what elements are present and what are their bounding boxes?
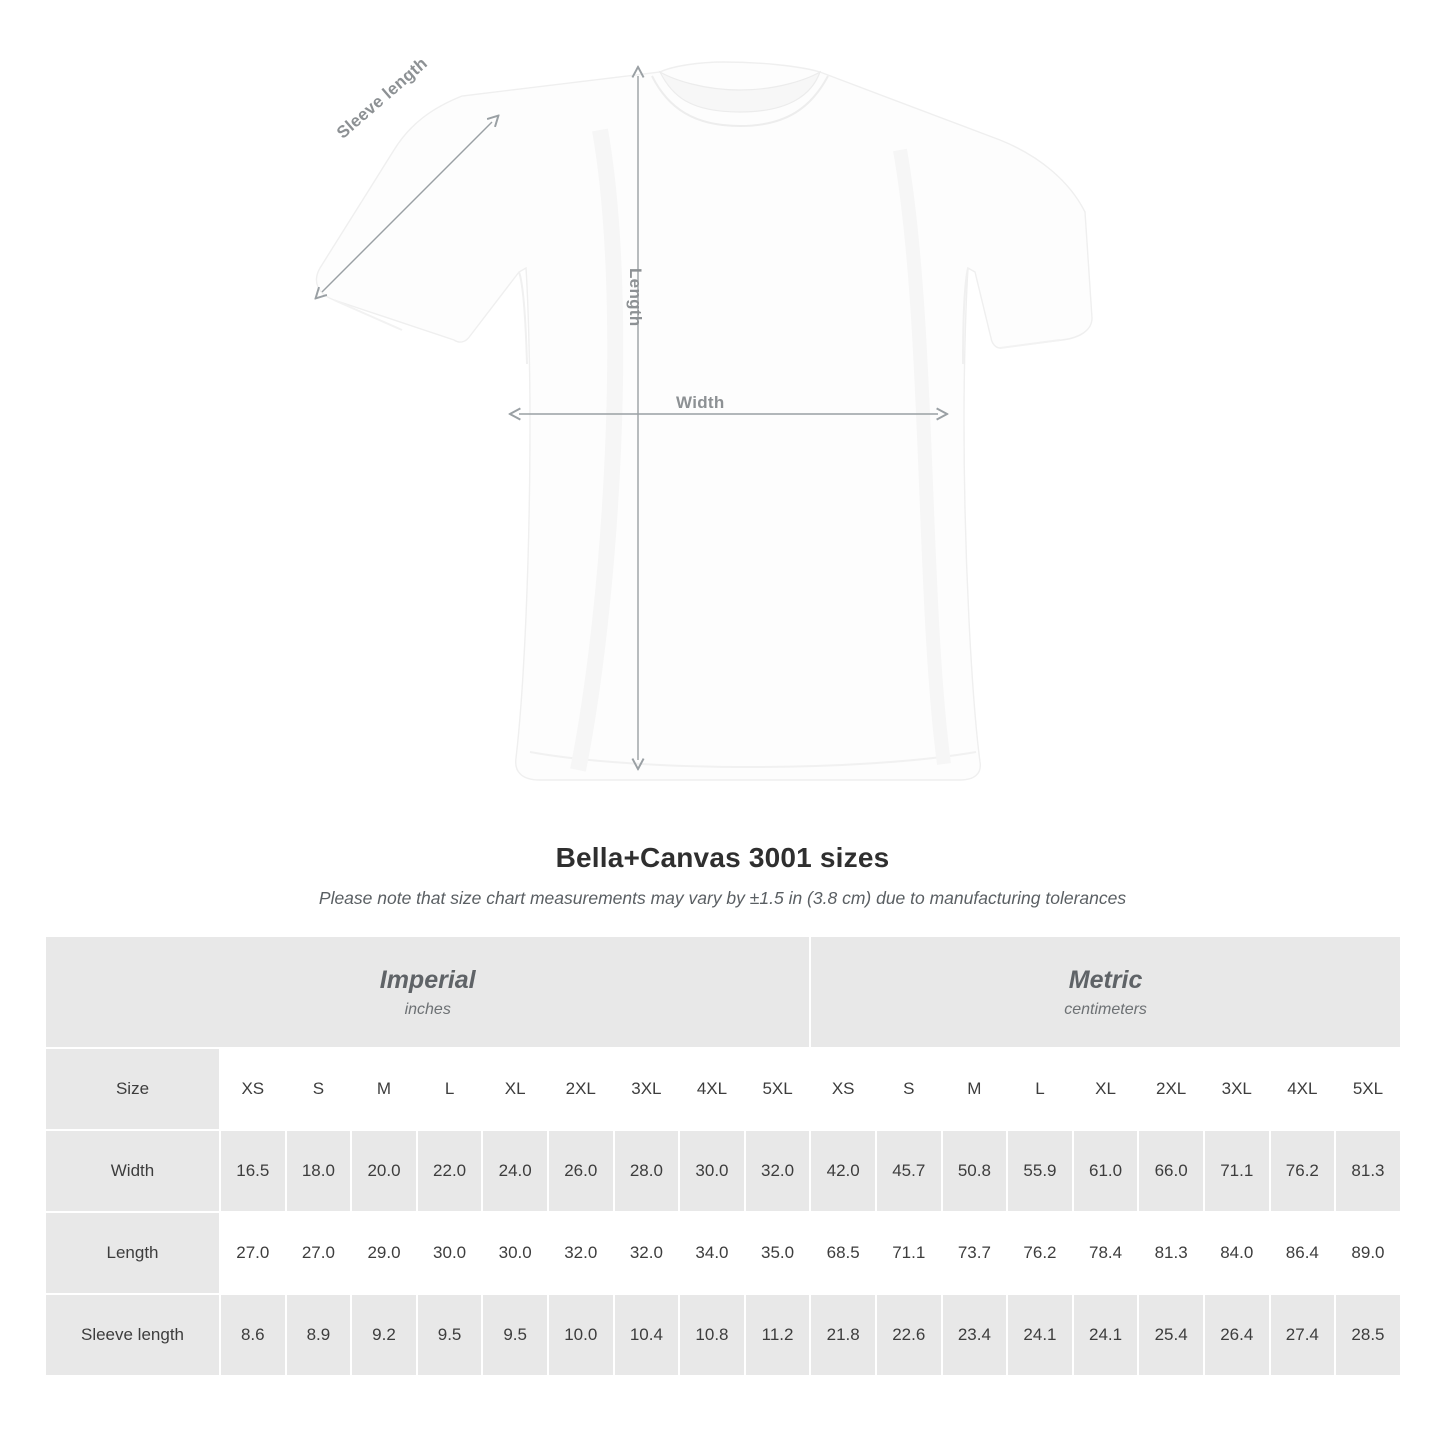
- cell-width-14: 66.0: [1138, 1130, 1204, 1212]
- cell-width-15: 71.1: [1204, 1130, 1270, 1212]
- length-dimension-label: Length: [626, 268, 645, 327]
- unit-group-metric-name: Metric: [1068, 966, 1143, 995]
- size-header-cell: 3XL: [614, 1048, 680, 1130]
- cell-length-7: 34.0: [679, 1212, 745, 1294]
- size-header-cell: L: [1007, 1048, 1073, 1130]
- cell-sleeve-8: 11.2: [745, 1294, 811, 1376]
- cell-sleeve-14: 25.4: [1138, 1294, 1204, 1376]
- tolerance-note: Please note that size chart measurements may vary by ±1.5 in (3.8 cm) due to manufacturing tolerances: [318, 888, 1127, 908]
- cell-length-1: 27.0: [286, 1212, 352, 1294]
- cell-sleeve-11: 23.4: [942, 1294, 1008, 1376]
- cell-length-0: 27.0: [220, 1212, 286, 1294]
- sleeve-length-dimension-label: Sleeve length: [333, 53, 432, 143]
- cell-length-2: 29.0: [351, 1212, 417, 1294]
- table-row: [45, 1294, 1401, 1376]
- size-header-cell: S: [876, 1048, 942, 1130]
- cell-length-13: 78.4: [1073, 1212, 1139, 1294]
- row-label-sleeve-length: Sleeve length: [45, 1294, 220, 1376]
- size-header-row: [45, 1048, 1401, 1130]
- cell-sleeve-5: 10.0: [548, 1294, 614, 1376]
- cell-length-10: 71.1: [876, 1212, 942, 1294]
- size-header-cell: 4XL: [679, 1048, 745, 1130]
- size-header-cell: M: [942, 1048, 1008, 1130]
- cell-width-16: 76.2: [1270, 1130, 1336, 1212]
- cell-sleeve-0: 8.6: [220, 1294, 286, 1376]
- cell-width-3: 22.0: [417, 1130, 483, 1212]
- size-header-cell: L: [417, 1048, 483, 1130]
- cell-length-16: 86.4: [1270, 1212, 1336, 1294]
- size-header-cell: M: [351, 1048, 417, 1130]
- cell-length-6: 32.0: [614, 1212, 680, 1294]
- cell-sleeve-1: 8.9: [286, 1294, 352, 1376]
- cell-width-9: 42.0: [810, 1130, 876, 1212]
- table-row: [45, 1130, 1401, 1212]
- cell-length-8: 35.0: [745, 1212, 811, 1294]
- cell-length-11: 73.7: [942, 1212, 1008, 1294]
- size-header-cell: S: [286, 1048, 352, 1130]
- size-label-cell: Size: [45, 1048, 220, 1130]
- cell-sleeve-15: 26.4: [1204, 1294, 1270, 1376]
- unit-group-metric: [810, 936, 1400, 1048]
- size-header-cell: 4XL: [1270, 1048, 1336, 1130]
- cell-sleeve-4: 9.5: [482, 1294, 548, 1376]
- cell-width-8: 32.0: [745, 1130, 811, 1212]
- size-header-cell: XS: [220, 1048, 286, 1130]
- cell-width-0: 16.5: [220, 1130, 286, 1212]
- cell-sleeve-13: 24.1: [1073, 1294, 1139, 1376]
- size-header-cell: XL: [482, 1048, 548, 1130]
- cell-width-5: 26.0: [548, 1130, 614, 1212]
- cell-width-13: 61.0: [1073, 1130, 1139, 1212]
- size-table-wrapper: [44, 935, 1401, 1377]
- size-header-cell: XS: [810, 1048, 876, 1130]
- cell-length-14: 81.3: [1138, 1212, 1204, 1294]
- unit-group-imperial: [45, 936, 810, 1048]
- unit-group-header-row: [45, 936, 1401, 1048]
- cell-width-10: 45.7: [876, 1130, 942, 1212]
- page-title: Bella+Canvas 3001 sizes: [555, 842, 890, 873]
- cell-length-15: 84.0: [1204, 1212, 1270, 1294]
- cell-sleeve-3: 9.5: [417, 1294, 483, 1376]
- size-header-cell: 2XL: [548, 1048, 614, 1130]
- cell-width-17: 81.3: [1335, 1130, 1401, 1212]
- row-label-length: Length: [45, 1212, 220, 1294]
- cell-width-7: 30.0: [679, 1130, 745, 1212]
- size-header-cell: XL: [1073, 1048, 1139, 1130]
- row-label-width: Width: [45, 1130, 220, 1212]
- table-row: [45, 1212, 1401, 1294]
- cell-sleeve-16: 27.4: [1270, 1294, 1336, 1376]
- cell-width-11: 50.8: [942, 1130, 1008, 1212]
- cell-sleeve-10: 22.6: [876, 1294, 942, 1376]
- cell-sleeve-7: 10.8: [679, 1294, 745, 1376]
- unit-group-metric-sub: centimeters: [1064, 1000, 1147, 1018]
- cell-width-6: 28.0: [614, 1130, 680, 1212]
- size-header-cell: 2XL: [1138, 1048, 1204, 1130]
- size-header-cell: 5XL: [745, 1048, 811, 1130]
- cell-sleeve-12: 24.1: [1007, 1294, 1073, 1376]
- cell-width-4: 24.0: [482, 1130, 548, 1212]
- size-header-cell: 5XL: [1335, 1048, 1401, 1130]
- cell-length-17: 89.0: [1335, 1212, 1401, 1294]
- cell-length-5: 32.0: [548, 1212, 614, 1294]
- size-table: [44, 935, 1402, 1377]
- cell-length-12: 76.2: [1007, 1212, 1073, 1294]
- cell-length-4: 30.0: [482, 1212, 548, 1294]
- cell-width-2: 20.0: [351, 1130, 417, 1212]
- cell-width-12: 55.9: [1007, 1130, 1073, 1212]
- cell-sleeve-2: 9.2: [351, 1294, 417, 1376]
- unit-group-imperial-name: Imperial: [379, 966, 476, 995]
- cell-length-9: 68.5: [810, 1212, 876, 1294]
- cell-length-3: 30.0: [417, 1212, 483, 1294]
- cell-width-1: 18.0: [286, 1130, 352, 1212]
- cell-sleeve-17: 28.5: [1335, 1294, 1401, 1376]
- size-header-cell: 3XL: [1204, 1048, 1270, 1130]
- unit-group-imperial-sub: inches: [404, 1000, 451, 1018]
- width-dimension-label: Width: [676, 393, 725, 412]
- cell-sleeve-9: 21.8: [810, 1294, 876, 1376]
- chart-heading: [0, 842, 1445, 909]
- cell-sleeve-6: 10.4: [614, 1294, 680, 1376]
